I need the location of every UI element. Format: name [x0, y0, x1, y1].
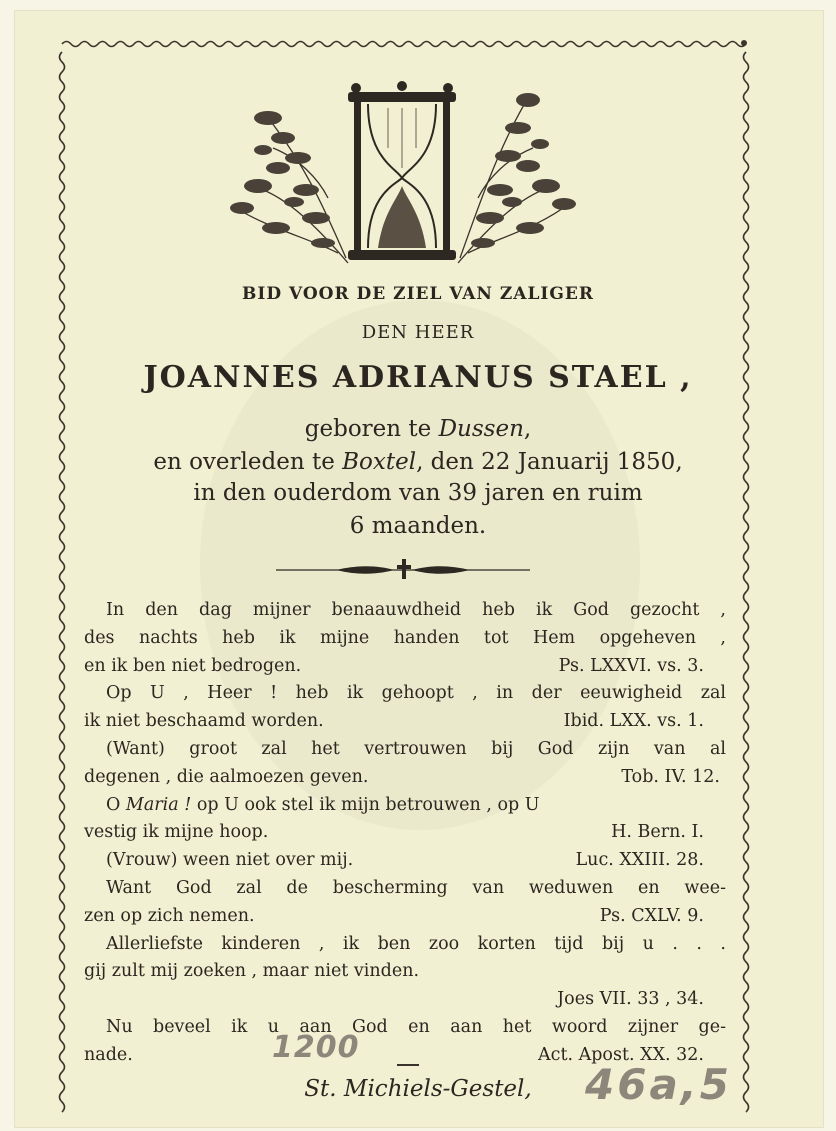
verse-line: Nu beveel ik u aan God en aan het woord zijner ge- [106, 1016, 726, 1037]
verse-line: ik niet beschaamd worden. Ibid. LXX. vs. 1. [84, 711, 704, 732]
verse-line: Op U , Heer ! heb ik gehoopt , in der eeuwigheid zal [106, 683, 726, 704]
verse-line: (Vrouw) ween niet over mij. Luc. XXIII. 28. [106, 850, 704, 871]
death-line: en overleden te Boxtel, den 22 Januarij 1850, [153, 449, 683, 475]
pencil-annotation: 1200 [272, 1030, 360, 1065]
cross-divider-icon [276, 556, 530, 584]
separator-dash [397, 1064, 419, 1066]
verse-block [84, 600, 726, 1073]
place-signature: St. Michiels-Gestel, [304, 1076, 532, 1102]
verse-line [84, 989, 726, 1017]
age-line: in den ouderdom van 39 jaren en ruim [193, 480, 643, 506]
verse-line: Want God zal de bescherming van weduwen en wee- [106, 877, 726, 898]
verse-reference: Tob. IV. 12. [621, 766, 720, 787]
verse-line: zen op zich nemen. Ps. CXLV. 9. [84, 905, 704, 926]
title-line: DEN HEER [361, 322, 475, 343]
deceased-name: JOANNES ADRIANUS STAEL , [143, 360, 693, 395]
birth-place: Dussen [438, 416, 524, 442]
verse-line: degenen , die aalmoezen geven. Tob. IV. 12. [84, 766, 720, 787]
intro-line: BID VOOR DE ZIEL VAN ZALIGER [242, 284, 594, 304]
verse-line: en ik ben niet bedrogen. Ps. LXXVI. vs. 3. [84, 655, 704, 676]
verse-reference: Ps. LXXVI. vs. 3. [558, 655, 704, 676]
pencil-annotation: 46a,5 [585, 1060, 732, 1109]
verse-reference: Luc. XXIII. 28. [575, 850, 704, 871]
verse-line: gij zult mij zoeken , maar niet vinden. [84, 961, 420, 982]
birth-line: geboren te Dussen, [304, 416, 532, 442]
verse-line: nade. Act. Apost. XX. 32. [84, 1044, 704, 1065]
verse-line: vestig ik mijne hoop. H. Bern. I. [84, 822, 704, 843]
death-place: Boxtel [342, 449, 417, 475]
months-line: 6 maanden. [349, 513, 487, 539]
verse-reference: Act. Apost. XX. 32. [538, 1044, 704, 1065]
verse-line: O Maria ! op U ook stel ik mijn betrouwen , op U [106, 794, 540, 815]
verse-line: (Want) groot zal het vertrouwen bij God zijn van al [106, 738, 726, 759]
verse-reference: Joes VII. 33 , 34. [557, 989, 704, 1010]
verse-reference: Ps. CXLV. 9. [599, 905, 704, 926]
verse-line: Allerliefste kinderen , ik ben zoo korten tijd bij u . . . [106, 933, 726, 954]
verse-reference: H. Bern. I. [611, 822, 704, 843]
verse-line: des nachts heb ik mijne handen tot Hem opgeheven , [84, 627, 726, 648]
verse-line: In den dag mijner benaauwdheid heb ik God gezocht , [106, 600, 726, 620]
verse-reference: Ibid. LXX. vs. 1. [563, 711, 704, 732]
hourglass-emblem [228, 78, 578, 270]
